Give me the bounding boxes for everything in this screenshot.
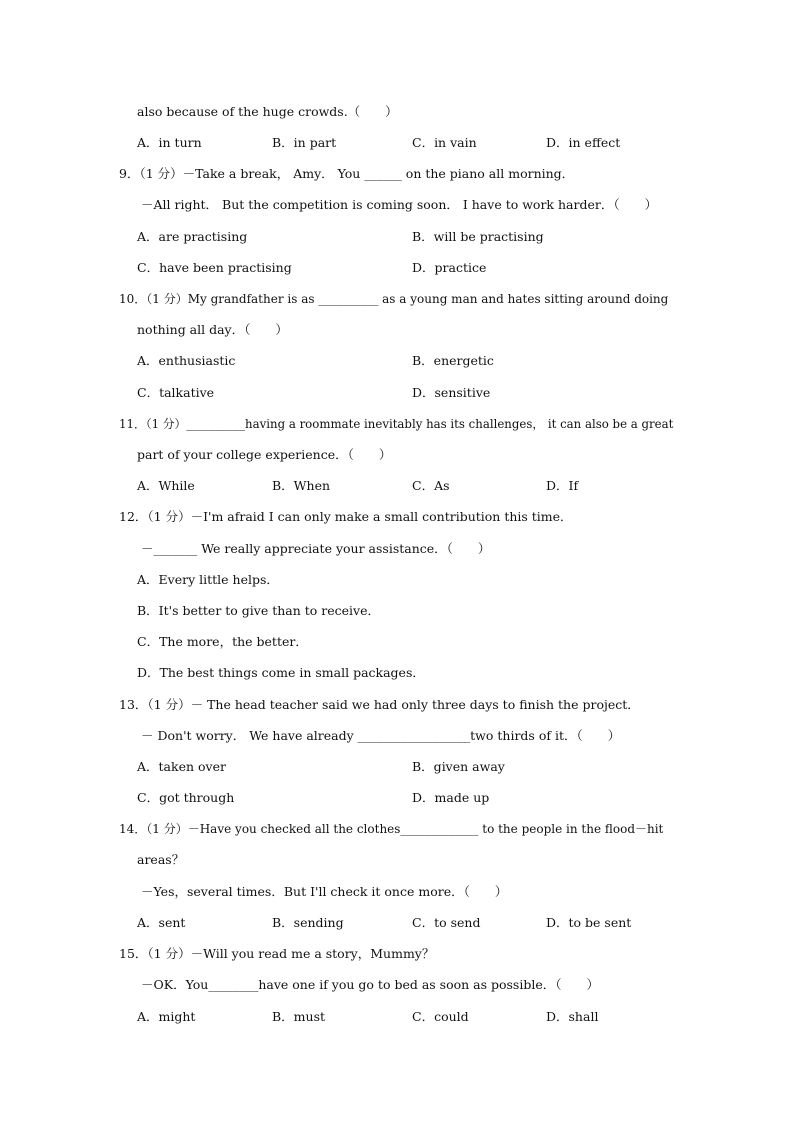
q8-stem-end: also because of the huge crowds.（ ） <box>137 104 398 119</box>
q14-option-b[interactable]: B．sending <box>272 915 344 930</box>
q11-question-cont: part of your college experience．（ ） <box>137 447 392 462</box>
q10-option-d[interactable]: D．sensitive <box>412 385 491 400</box>
q8-option-b[interactable]: B．in part <box>272 135 337 150</box>
q14-response: －Yes，several times．But I'll check it once more．（ ） <box>141 884 508 899</box>
q12-option-a[interactable]: A．Every little helps． <box>137 572 279 587</box>
q11-option-a[interactable]: A．While <box>137 478 195 493</box>
q9-response: －All right． But the competition is coming soon． I have to work harder．（ ） <box>141 197 658 212</box>
q9-option-a[interactable]: A．are practising <box>137 229 248 244</box>
q10-option-b[interactable]: B．energetic <box>412 353 494 368</box>
q15-option-b[interactable]: B．must <box>272 1009 326 1024</box>
q10-option-c[interactable]: C．talkative <box>137 385 215 400</box>
q14-option-c[interactable]: C．to send <box>412 915 481 930</box>
q9-option-c[interactable]: C．have been practising <box>137 260 292 275</box>
q15-option-a[interactable]: A．might <box>137 1009 196 1024</box>
q14-option-d[interactable]: D．to be sent <box>546 915 632 930</box>
q8-option-d[interactable]: D．in effect <box>546 135 621 150</box>
q15-option-d[interactable]: D．shall <box>546 1009 599 1024</box>
q8-option-c[interactable]: C．in vain <box>412 135 477 150</box>
q10-option-a[interactable]: A．enthusiastic <box>137 353 236 368</box>
q12-option-c[interactable]: C．The more，the better． <box>137 634 308 649</box>
q11-question: 11．（1 分）__________having a roommate inevitably has its challenges， it can also be a great <box>119 417 674 431</box>
q9-question: 9．（1 分）－Take a break， Amy． You ______ on the piano all morning． <box>119 166 575 181</box>
q8-option-a[interactable]: A．in turn <box>137 135 202 150</box>
q12-option-d[interactable]: D．The best things come in small packages． <box>137 665 425 680</box>
q10-question-cont: nothing all day．（ ） <box>137 322 288 337</box>
q13-response: － Don't worry． We have already __________________two thirds of it．（ ） <box>141 728 621 743</box>
q11-option-c[interactable]: C．As <box>412 478 450 493</box>
q14-option-a[interactable]: A．sent <box>137 915 186 930</box>
q13-question: 13．（1 分）－ The head teacher said we had only three days to finish the project． <box>119 697 640 712</box>
q13-option-d[interactable]: D．made up <box>412 790 490 805</box>
q13-option-b[interactable]: B．given away <box>412 759 505 774</box>
q11-option-d[interactable]: D．If <box>546 478 579 493</box>
q12-question: 12．（1 分）－I'm afraid I can only make a small contribution this time． <box>119 509 573 524</box>
q15-question: 15．（1 分）－Will you read me a story，Mummy？ <box>119 946 435 961</box>
q12-option-b[interactable]: B．It's better to give than to receive． <box>137 603 381 618</box>
q10-question: 10．（1 分）My grandfather is as __________ as a young man and hates sitting around doing <box>119 292 669 306</box>
q14-question-cont: areas？ <box>137 852 185 867</box>
q15-response: －OK．You________have one if you go to bed as soon as possible．（ ） <box>141 977 599 992</box>
q15-option-c[interactable]: C．could <box>412 1009 469 1024</box>
q13-option-a[interactable]: A．taken over <box>137 759 226 774</box>
q14-question: 14．（1 分）－Have you checked all the clothes_____________ to the people in the flood－hit <box>119 822 664 836</box>
q9-option-b[interactable]: B．will be practising <box>412 229 544 244</box>
q11-option-b[interactable]: B．When <box>272 478 331 493</box>
q13-option-c[interactable]: C．got through <box>137 790 235 805</box>
q9-option-d[interactable]: D．practice <box>412 260 487 275</box>
q12-response: －_______ We really appreciate your assistance．（ ） <box>141 541 491 556</box>
